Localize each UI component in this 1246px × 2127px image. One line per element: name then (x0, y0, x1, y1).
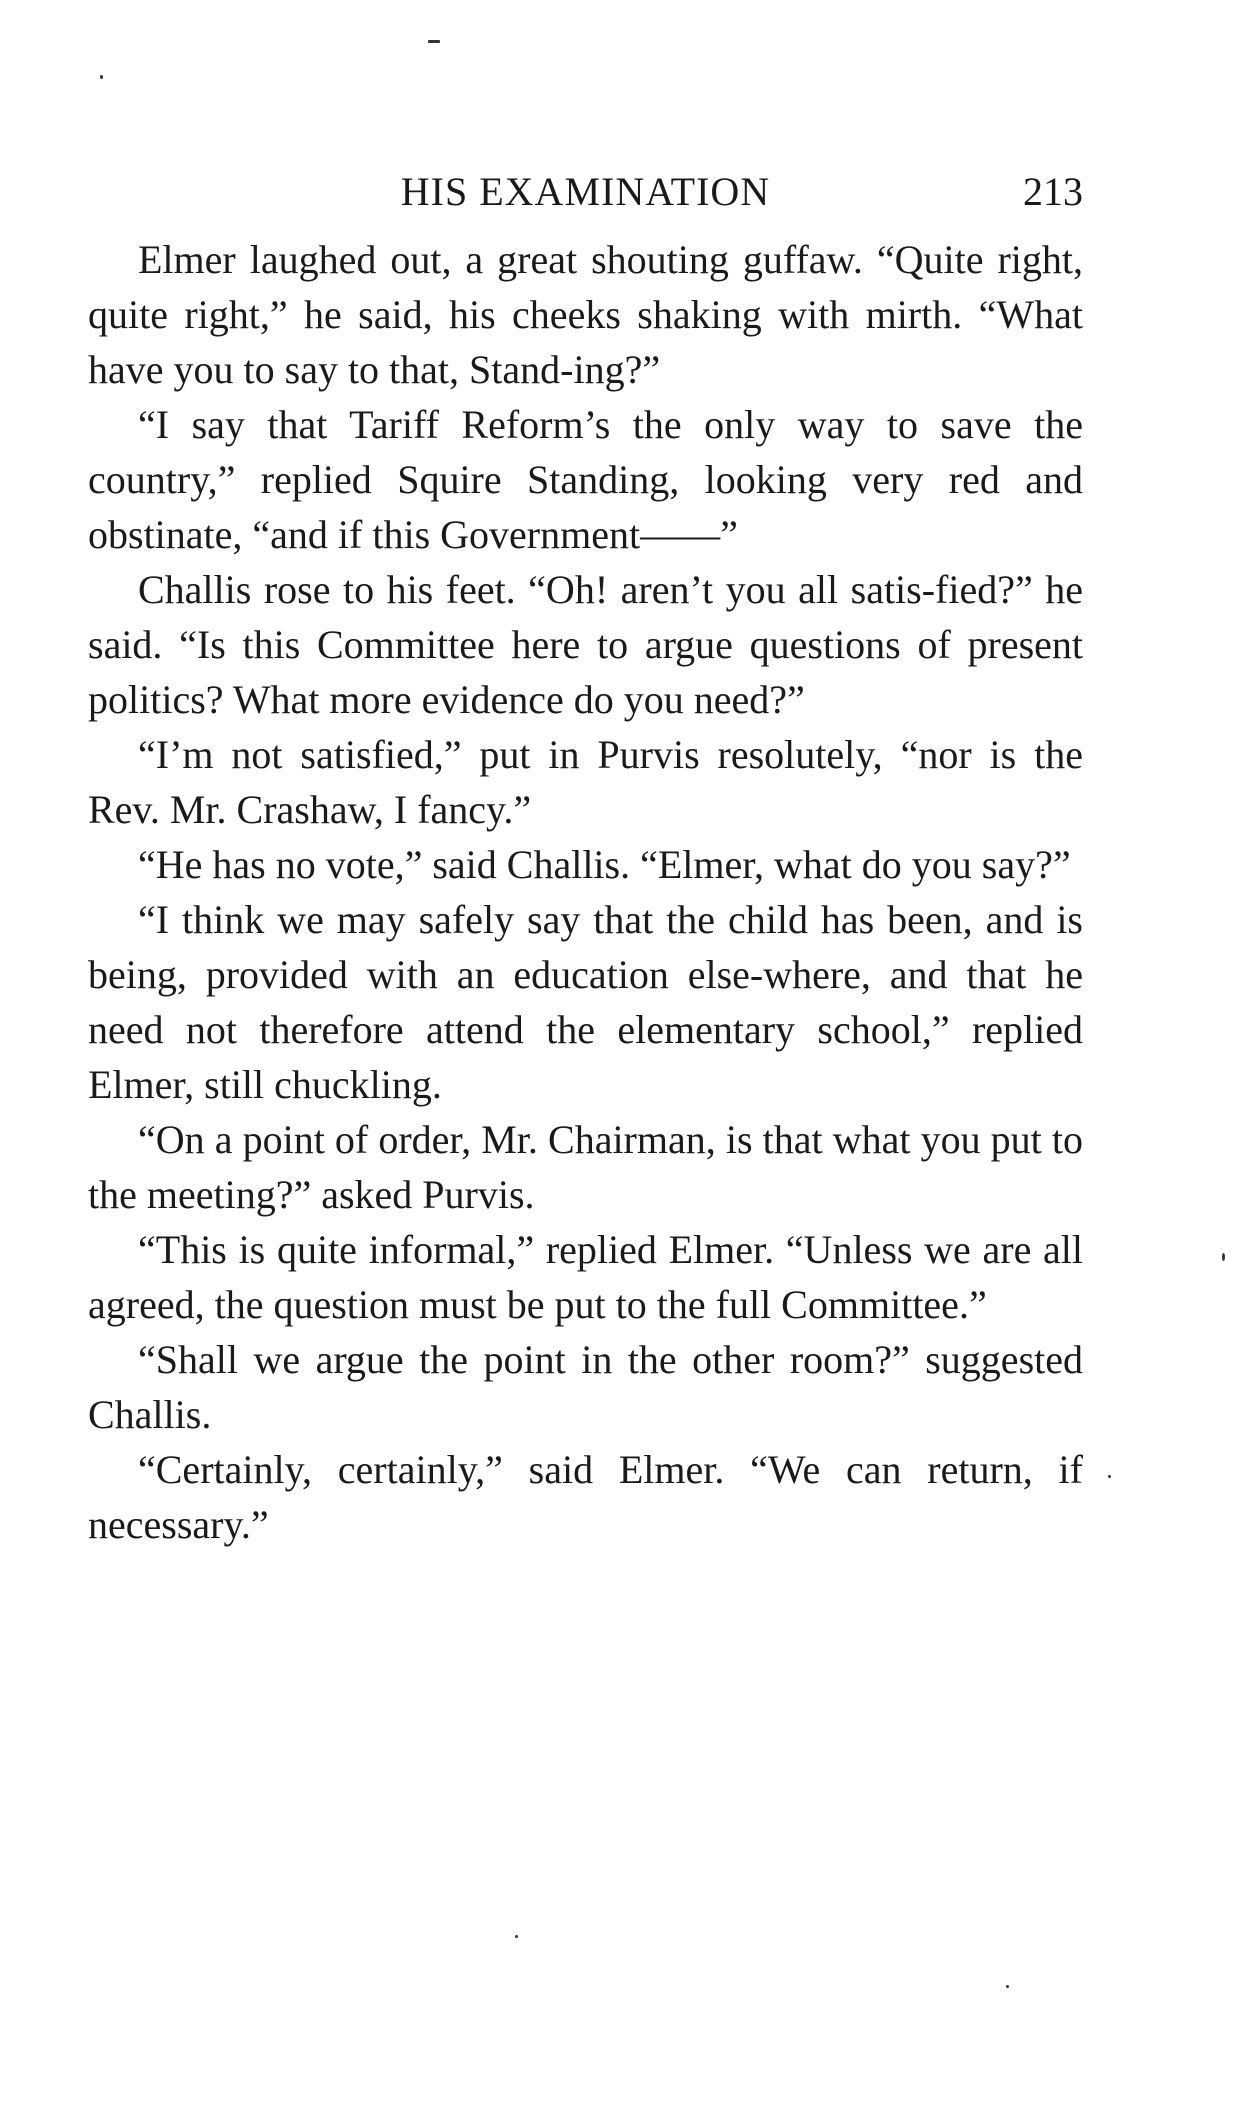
paragraph: Elmer laughed out, a great shouting guffaw. “Quite right, quite right,” he said, his cheeks shaking with mirth. “What have you to say to that, Stand-ing?” (88, 237, 1083, 392)
print-speck (515, 1935, 518, 1938)
print-speck (1006, 1985, 1009, 1988)
paragraph: “I’m not satisfied,” put in Purvis resolutely, “nor is the Rev. Mr. Crashaw, I fancy.” (88, 732, 1083, 832)
paragraph: “I say that Tariff Reform’s the only way to save the country,” replied Squire Standing, looking very red and obstinate, “and if this Government——” (88, 402, 1083, 557)
paragraph: Challis rose to his feet. “Oh! aren’t you all satis-fied?” he said. “Is this Committee here to argue questions of present politics? What more evidence do you need?” (88, 567, 1083, 722)
running-title: HIS EXAMINATION (400, 169, 771, 214)
body-text (88, 232, 1083, 1552)
page-content (88, 160, 1083, 1552)
print-speck (428, 40, 440, 43)
paragraph: “This is quite informal,” replied Elmer. “Unless we are all agreed, the question must be put to the full Committee.” (88, 1227, 1083, 1327)
paragraph: “On a point of order, Mr. Chairman, is that what you put to the meeting?” asked Purvis. (88, 1117, 1083, 1217)
page-number: 213 (1023, 169, 1083, 214)
paragraph: “Shall we argue the point in the other room?” suggested Challis. (88, 1337, 1083, 1437)
paragraph: “He has no vote,” said Challis. “Elmer, what do you say?” (138, 842, 1071, 887)
print-speck (1222, 1253, 1225, 1261)
running-head (88, 160, 1083, 220)
paragraph: “Certainly, certainly,” said Elmer. “We can return, if necessary.” (88, 1447, 1083, 1547)
print-speck (1108, 1475, 1111, 1478)
paragraph: “I think we may safely say that the child has been, and is being, provided with an education else-where, and that he need not therefore attend the elementary school,” replied Elmer, still chuckling. (88, 897, 1083, 1107)
print-speck (100, 75, 103, 79)
